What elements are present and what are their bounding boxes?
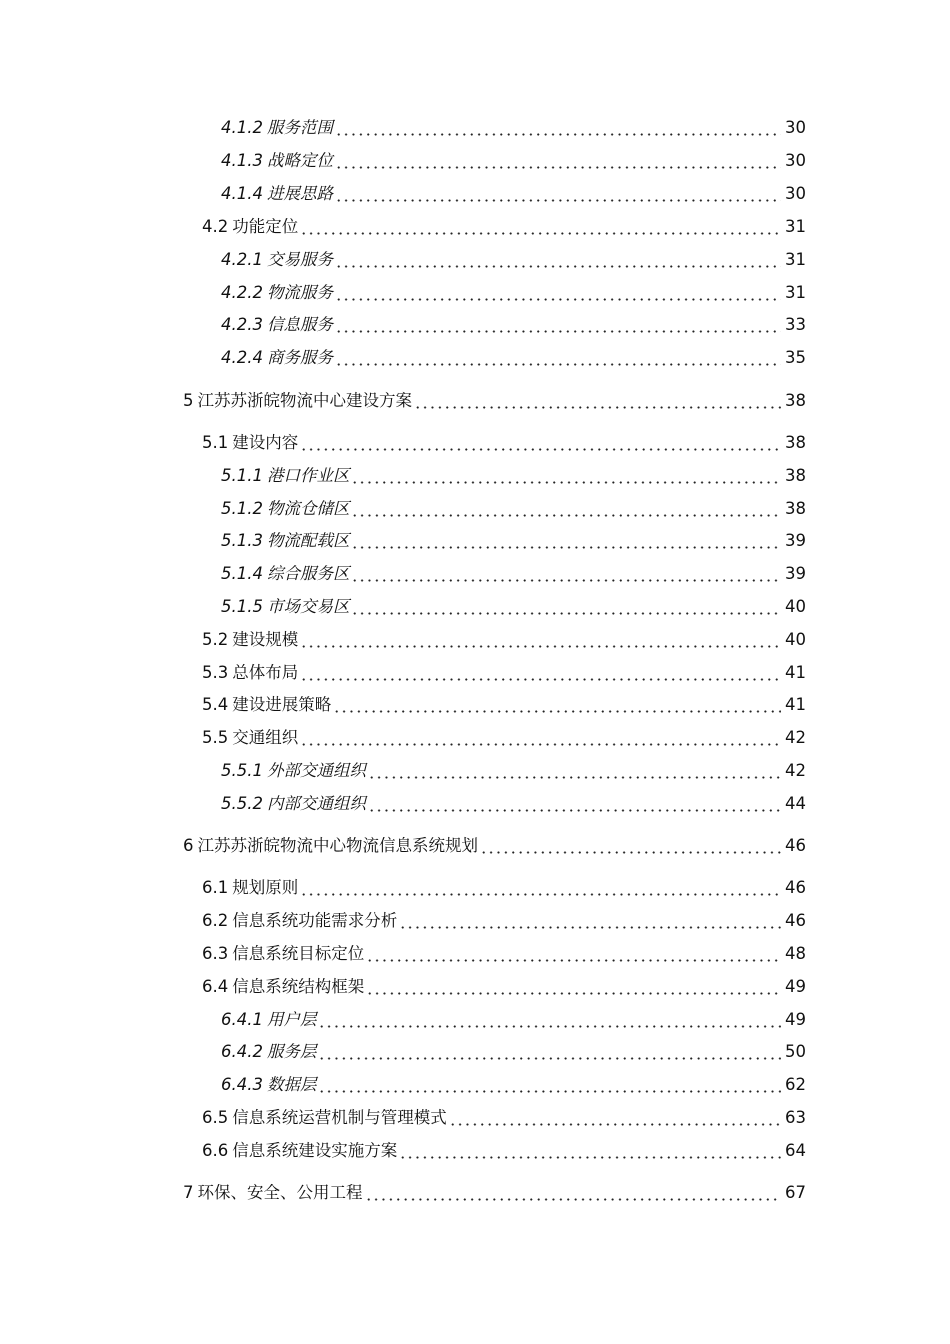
toc-entry-title: 规划原则 [232,878,299,897]
toc-entry-page-number: 49 [785,977,806,996]
toc-entry-title: 内部交通组织 [266,794,366,813]
dot-leader [365,1183,782,1203]
dot-leader [335,315,781,335]
toc-entry-title: 交易服务 [266,250,333,269]
toc-entry-title: 物流配载区 [266,531,350,550]
toc-entry[interactable] [221,114,806,138]
toc-entry-number: 4.2.1 [221,250,263,269]
toc-entry-page-number: 46 [785,878,806,897]
toc-entry-number: 4.1.3 [221,151,263,170]
dot-leader [300,433,781,453]
toc-entry-number: 5.1 [202,433,229,452]
toc-entry-number: 6.6 [202,1141,229,1160]
dot-leader [366,944,781,964]
toc-entry-title: 交通组织 [232,728,299,747]
toc-entry-title: 综合服务区 [266,564,350,583]
toc-entry-number: 5.1.2 [221,499,263,518]
toc-entry-number: 4.2.4 [221,348,263,367]
toc-entry-page-number: 39 [785,531,806,550]
toc-entry-number: 6.4.3 [221,1075,263,1094]
dot-leader [335,118,781,138]
toc-entry[interactable] [183,832,806,856]
dot-leader [335,348,781,368]
toc-entry[interactable] [202,691,806,715]
dot-leader [351,499,781,519]
toc-entry-title: 建设进展策略 [232,695,332,714]
toc-entry-page-number: 41 [785,695,806,714]
dot-leader [318,1075,781,1095]
toc-entry-page-number: 38 [785,499,806,518]
toc-entry[interactable] [202,626,806,650]
toc-entry[interactable] [202,907,806,931]
toc-entry-number: 4.2.3 [221,315,263,334]
toc-entry-number: 7 [183,1183,194,1202]
toc-entry-page-number: 40 [785,597,806,616]
toc-entry-page-number: 38 [785,466,806,485]
toc-entry-number: 5 [183,391,194,410]
toc-entry[interactable] [221,560,806,584]
toc-entry-number: 4.2 [202,217,229,236]
toc-entry-page-number: 49 [785,1010,806,1029]
toc-entry-page-number: 63 [785,1108,806,1127]
toc-entry-page-number: 38 [785,433,806,452]
toc-entry-page-number: 42 [785,728,806,747]
toc-entry-number: 6.5 [202,1108,229,1127]
toc-entry[interactable] [202,724,806,748]
toc-entry-number: 5.3 [202,663,229,682]
toc-entry[interactable] [221,790,806,814]
toc-entry-title: 外部交通组织 [266,761,366,780]
toc-entry-title: 进展思路 [266,184,333,203]
toc-entry-page-number: 38 [785,391,806,410]
toc-entry-page-number: 50 [785,1042,806,1061]
toc-entry[interactable] [221,311,806,335]
toc-entry-number: 5.5 [202,728,229,747]
toc-entry-title: 建设内容 [232,433,299,452]
toc-entry-page-number: 30 [785,184,806,203]
toc-entry-number: 6.4 [202,977,229,996]
toc-entry-number: 5.2 [202,630,229,649]
dot-leader [335,151,781,171]
toc-entry[interactable] [221,180,806,204]
toc-entry-title: 信息系统运营机制与管理模式 [232,1108,447,1127]
dot-leader [333,695,781,715]
toc-entry[interactable] [221,279,806,303]
toc-entry-title: 物流服务 [266,283,333,302]
toc-entry-number: 5.5.1 [221,761,263,780]
toc-entry-title: 信息服务 [266,315,333,334]
toc-entry[interactable] [221,495,806,519]
toc-entry-page-number: 42 [785,761,806,780]
toc-entry[interactable] [221,1071,806,1095]
toc-entry-title: 信息系统功能需求分析 [232,911,398,930]
dot-leader [449,1108,781,1128]
toc-entry[interactable] [221,757,806,781]
toc-entry[interactable] [202,874,806,898]
toc-entry-page-number: 44 [785,794,806,813]
toc-entry-page-number: 40 [785,630,806,649]
dot-leader [300,878,781,898]
dot-leader [368,761,781,781]
toc-entry[interactable] [221,147,806,171]
toc-entry-page-number: 31 [785,217,806,236]
toc-entry-title: 战略定位 [266,151,333,170]
toc-entry-page-number: 64 [785,1141,806,1160]
toc-entry-number: 6.4.1 [221,1010,263,1029]
toc-entry-page-number: 67 [785,1183,806,1202]
toc-entry-title: 商务服务 [266,348,333,367]
toc-entry-page-number: 41 [785,663,806,682]
toc-entry[interactable] [183,1179,806,1203]
toc-entry[interactable] [221,344,806,368]
toc-entry-page-number: 46 [785,836,806,855]
toc-entry[interactable] [221,246,806,270]
dot-leader [318,1042,781,1062]
toc-entry-title: 功能定位 [232,217,299,236]
toc-entry-title: 信息系统建设实施方案 [232,1141,398,1160]
toc-entry-number: 5.4 [202,695,229,714]
toc-entry[interactable] [202,659,806,683]
toc-entry[interactable] [221,1038,806,1062]
dot-leader [480,836,781,856]
toc-entry-title: 江苏苏浙皖物流中心物流信息系统规划 [197,836,478,855]
toc-entry-number: 4.1.2 [221,118,263,137]
toc-entry-title: 港口作业区 [266,466,350,485]
toc-entry-title: 信息系统结构框架 [232,977,365,996]
toc-entry-title: 建设规模 [232,630,299,649]
toc-entry-number: 5.1.1 [221,466,263,485]
dot-leader [399,911,781,931]
toc-entry-number: 6 [183,836,194,855]
toc-entry-number: 5.5.2 [221,794,263,813]
toc-entry-number: 4.1.4 [221,184,263,203]
toc-entry[interactable] [221,527,806,551]
dot-leader [335,184,781,204]
dot-leader [300,728,781,748]
toc-entry[interactable] [183,387,806,411]
toc-entry-title: 江苏苏浙皖物流中心建设方案 [197,391,412,410]
toc-entry-page-number: 35 [785,348,806,367]
toc-entry-number: 6.3 [202,944,229,963]
dot-leader [335,250,781,270]
dot-leader [335,283,781,303]
toc-entry[interactable] [202,1137,806,1161]
dot-leader [351,466,781,486]
toc-entry[interactable] [221,593,806,617]
dot-leader [351,564,781,584]
dot-leader [318,1010,781,1030]
toc-entry-title: 服务范围 [266,118,333,137]
toc-entry-page-number: 31 [785,283,806,302]
dot-leader [300,630,781,650]
toc-entry-title: 用户层 [266,1010,317,1029]
toc-entry-page-number: 30 [785,151,806,170]
toc-entry-title: 市场交易区 [266,597,350,616]
dot-leader [351,597,781,617]
toc-entry-page-number: 48 [785,944,806,963]
toc-entry-number: 6.1 [202,878,229,897]
toc-entry-title: 环保、安全、公用工程 [197,1183,363,1202]
toc-entry-title: 服务层 [266,1042,317,1061]
toc-entry-number: 5.1.5 [221,597,263,616]
toc-entry-number: 4.2.2 [221,283,263,302]
toc-entry-page-number: 62 [785,1075,806,1094]
dot-leader [366,977,781,997]
toc-entry-number: 5.1.4 [221,564,263,583]
toc-entry-page-number: 31 [785,250,806,269]
toc-entry[interactable] [202,973,806,997]
toc-entry-page-number: 30 [785,118,806,137]
dot-leader [351,531,781,551]
toc-entry-page-number: 46 [785,911,806,930]
dot-leader [300,217,781,237]
toc-entry-title: 信息系统目标定位 [232,944,365,963]
toc-entry-title: 总体布局 [232,663,299,682]
toc-entry-number: 5.1.3 [221,531,263,550]
toc-entry[interactable] [221,462,806,486]
dot-leader [368,794,781,814]
toc-entry[interactable] [202,1104,806,1128]
toc-entry-number: 6.4.2 [221,1042,263,1061]
toc-entry-title: 物流仓储区 [266,499,350,518]
toc-entry[interactable] [221,1006,806,1030]
dot-leader [414,391,781,411]
toc-entry-page-number: 39 [785,564,806,583]
dot-leader [300,663,781,683]
toc-entry-title: 数据层 [266,1075,317,1094]
toc-entry[interactable] [202,940,806,964]
toc-entry[interactable] [202,213,806,237]
dot-leader [399,1141,781,1161]
toc-entry-number: 6.2 [202,911,229,930]
toc-entry[interactable] [202,429,806,453]
toc-entry-page-number: 33 [785,315,806,334]
